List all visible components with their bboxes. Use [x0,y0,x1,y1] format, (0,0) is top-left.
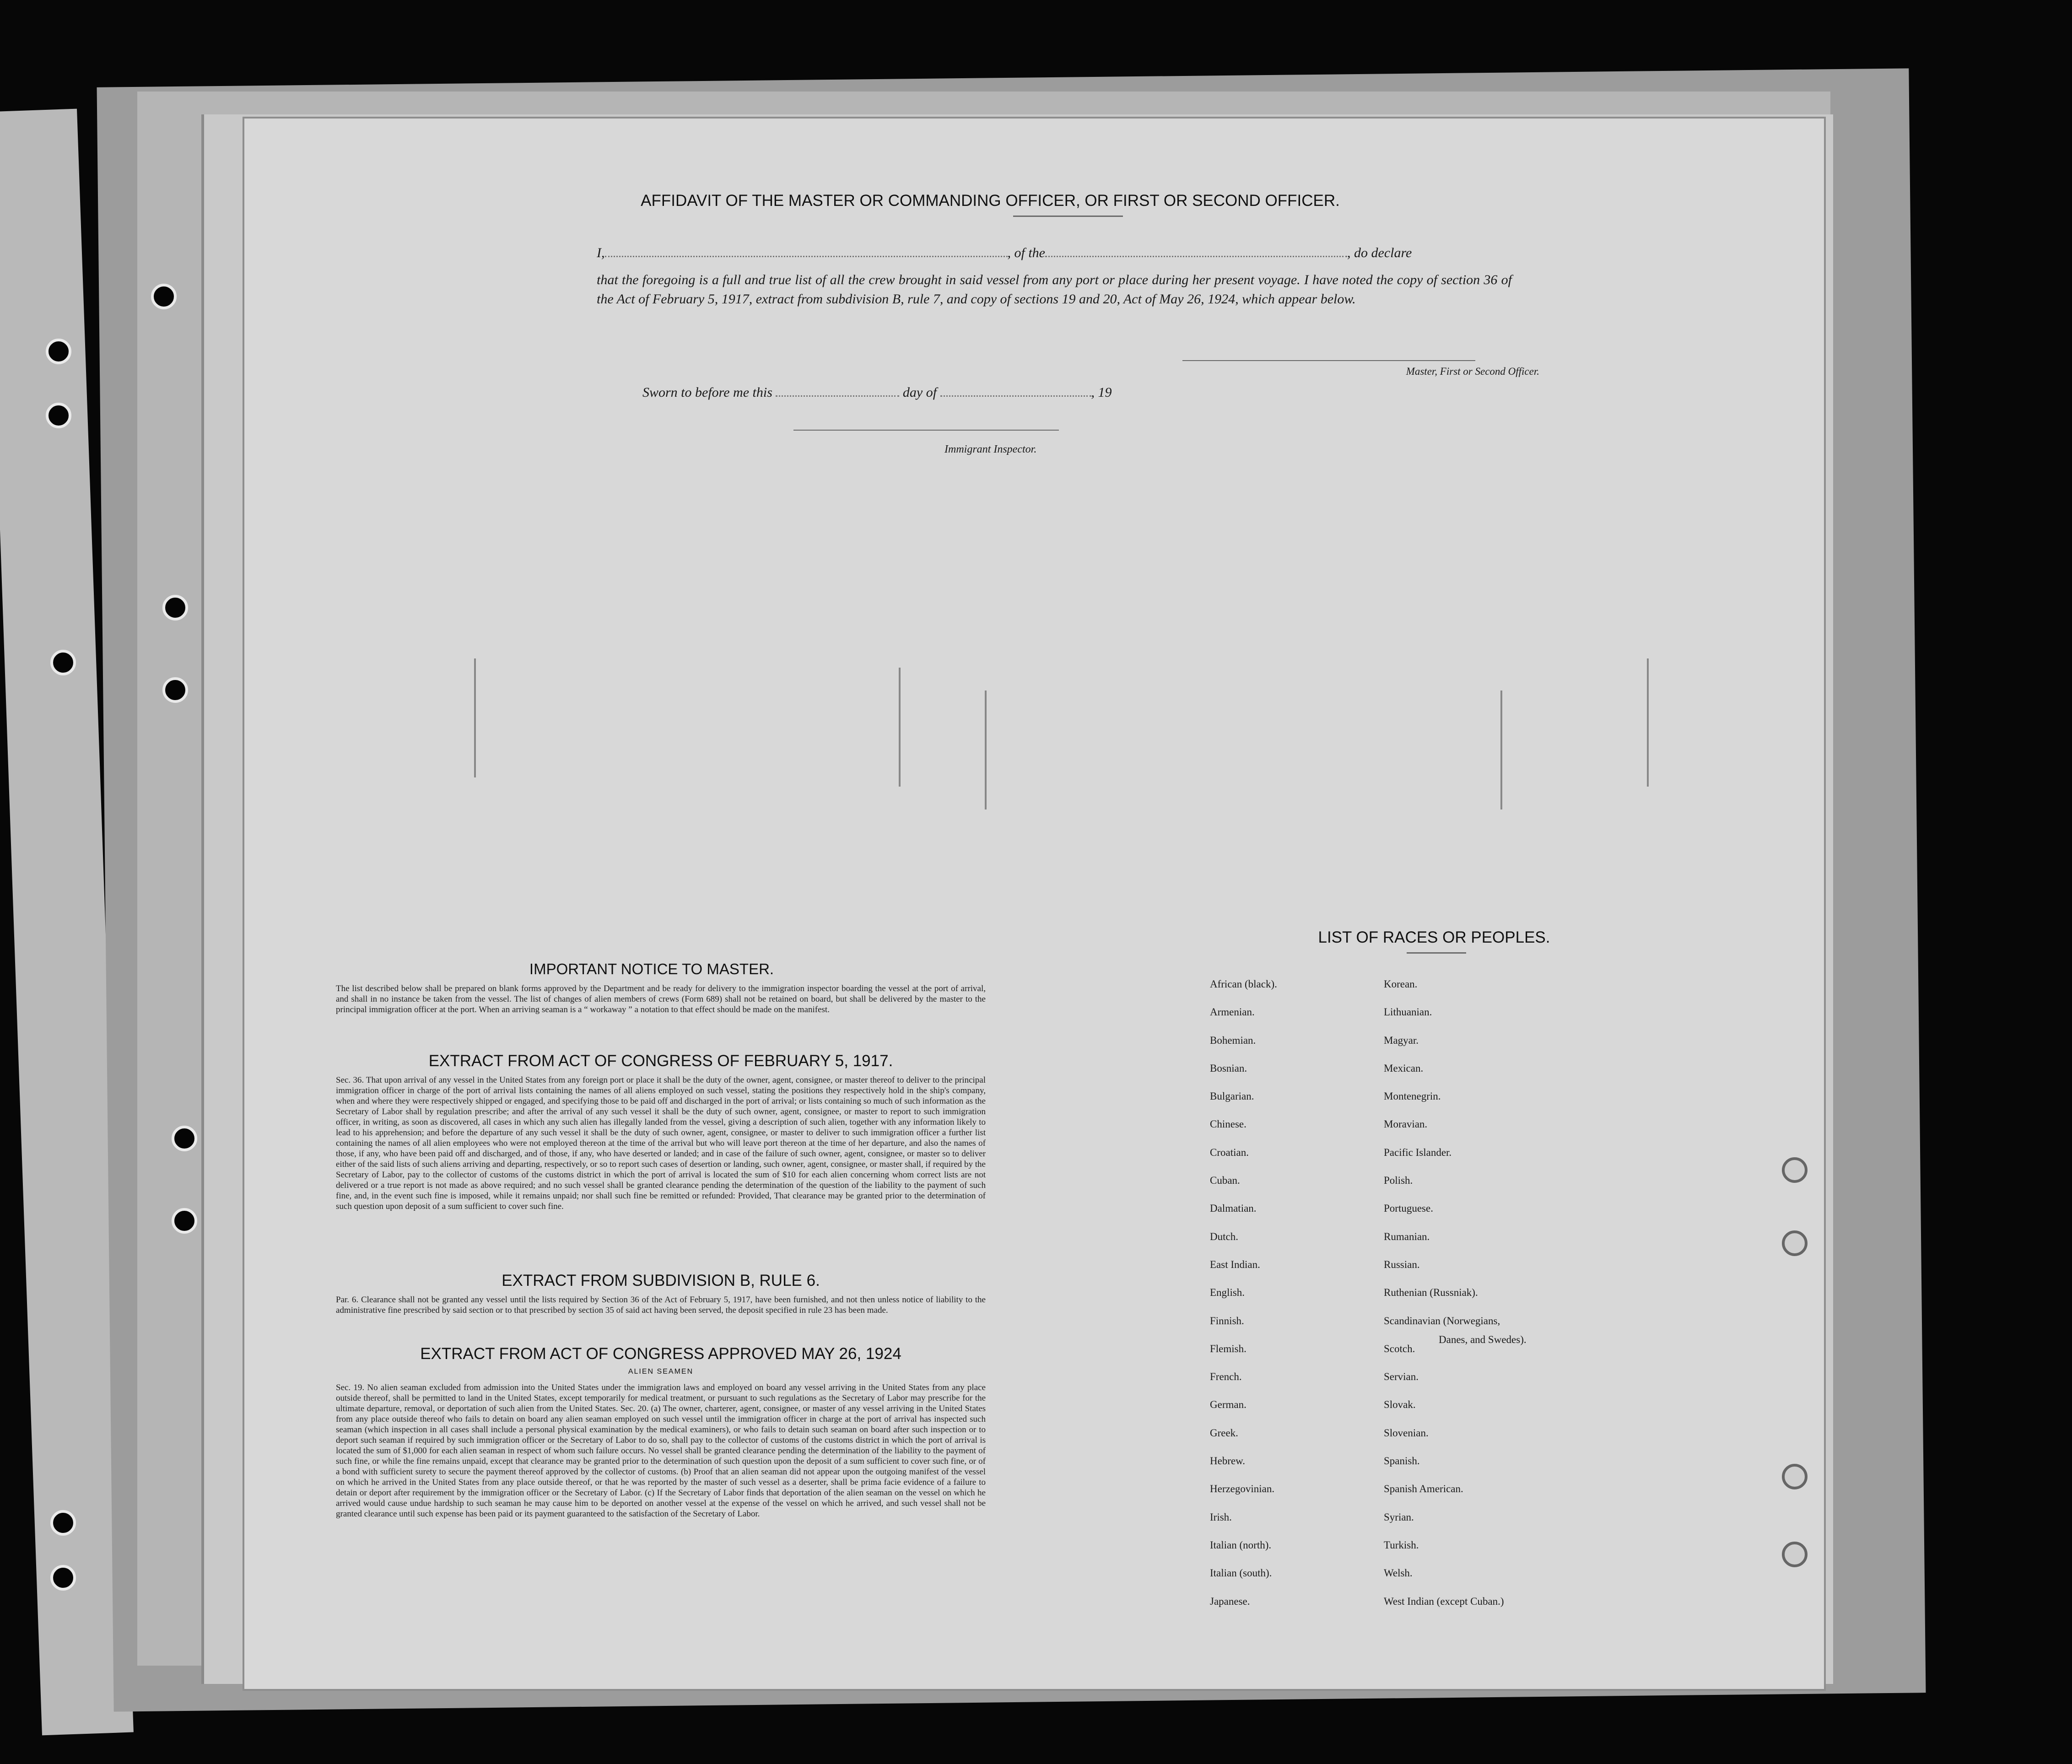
races-title: LIST OF RACES OR PEOPLES. [1318,928,1550,946]
extract-1917-body: Sec. 36. That upon arrival of any vessel in the United States from any foreign port or place it shall be the duty of the owner, agent, consignee, or master thereof to deliver to the principal immigration officer in charge of the port of arrival lists containing the names of all aliens employed on such vessel, stating the positions they respectively hold in the ship's company, when and where they were respectively shipped or engaged, and specifying those to be paid off and discharged in the port of arrival; or lists containing so much of such information as the Secretary of Labor shall by regulation prescribe; and after the arrival of any such vessel it shall be the duty of such owner, agent, consignee, or master to report to such immigration officer, in writing, as soon as discovered, all cases in which any such alien has illegally landed from the vessel, giving a description of such alien, together with any information likely to lead to his apprehension; and before the departure of any such vessel it shall be the duty of such owner, agent, consignee, or master to deliver to such immigration officer a further list containing the names of all alien employees who were not employed thereon at the time of the arrival but who will leave port thereon at the time of her departure, and also the names of those, if any, who have been paid off and discharged, and of those, if any, who have deserted or landed; and in case of the failure of such owner, agent, consignee, or master so to deliver either of the said lists of such aliens arriving and departing, respectively, or so to report such cases of desertion or landing, such owner, agent, consignee, or master shall, if required by the Secretary of Labor, pay to the collector of customs of the customs district in which the port of arrival is located the sum of $10 for each alien concerning whom correct lists are not delivered or a true report is not made as above required; and no such vessel shall be granted clearance pending the determination of the question of the liability to the payment of such fine, and, in the event such fine is imposed, while it remains unpaid; nor shall such fine be remitted or refunded: Provided, That clearance may be granted prior to the determination of such question upon deposit of a sum sufficient to cover such fine. [336,1075,986,1211]
officer-label: Master, First or Second Officer. [1406,366,1539,377]
binder-hole [50,650,76,675]
inspector-label: Immigrant Inspector. [944,443,1037,455]
race-item: Bohemian. [1210,1034,1256,1046]
race-item: Flemish. [1210,1343,1246,1354]
race-item: Cuban. [1210,1175,1240,1187]
day-of-label: day of [902,385,937,400]
race-item: Spanish. [1384,1455,1420,1467]
race-item: Magyar. [1384,1034,1419,1046]
race-item: Lithuanian. [1384,1006,1432,1018]
race-item: Scotch. [1384,1343,1415,1354]
manifest-page [243,117,1826,1691]
binder-hole [46,403,71,428]
title-divider [1407,952,1466,954]
declarant-name-field[interactable] [605,242,1008,257]
race-item: Turkish. [1384,1539,1419,1551]
binder-hole [1782,1464,1808,1489]
binder-hole [1782,1542,1808,1567]
race-item: West Indian (except Cuban.) [1384,1595,1504,1607]
sworn-line [642,382,1466,400]
sworn-day-field[interactable] [776,382,899,397]
binder-hole [172,1208,197,1234]
notice-body: The list described below shall be prepared on blank forms approved by the Department and be ready for delivery to the immigration inspector boarding the vessel at the port of arrival, and shall in no instance be taken from the vessel. The list of changes of alien members of crews (Form 689) shall not be retained on board, but shall be delivered by the master to the principal immigration officer at the port. When an arriving seaman is a “ workaway ” a notation to that effect should be made on the manifest. [336,984,986,1014]
binder-hole [50,1565,76,1591]
race-item: Pacific Islander. [1384,1146,1452,1158]
race-item: Bosnian. [1210,1062,1247,1074]
column-mark [899,668,901,787]
race-item: Ruthenian (Russniak). [1384,1287,1478,1299]
affidavit-title: AFFIDAVIT OF THE MASTER OR COMMANDING OFFICER, OR FIRST OR SECOND OFFICER. [641,192,1340,210]
column-mark [1500,690,1502,809]
race-item: Dalmatian. [1210,1203,1257,1214]
binder-hole [151,284,177,309]
race-item: Armenian. [1210,1006,1255,1018]
extract-1924-body: Sec. 19. No alien seaman excluded from admission into the United States under the immigration laws and employed on board any vessel arriving in the United States from any place outside thereof, shall be permitted to land in the United States, except temporarily for medical treatment, or pursuant to such regulations as the Secretary of Labor may prescribe for the ultimate departure, removal, or deportation of such alien from the United States. Sec. 20. (a) The owner, charterer, agent, consignee, or master of any vessel arriving in the United States from any place outside thereof who fails to detain on board any alien seaman employed on such vessel until the immigration officer in charge at the port of arrival has inspected such seaman (which inspection in all cases shall include a personal physical examination by the medical examiners), or who fails to detain such seaman on board after such inspection or to deport such seaman if required by such immigration officer or the Secretary of Labor to do so, shall pay to the collector of customs of the customs district in which the port of arrival is located the sum of $1,000 for each alien seaman in respect of whom such failure occurs. No vessel shall be granted clearance pending the determination of the liability to the payment of such fine, or while the fine remains unpaid, except that clearance may be granted prior to the determination of such question upon the deposit of a sum sufficient to cover such fine, or of a bond with sufficient surety to secure the payment thereof approved by the collector of customs. (b) Proof that an alien seaman did not appear upon the outgoing manifest of the vessel on which he arrived in the United States from any place outside thereof, or that he was reported by the master of such vessel as a deserter, shall be prima facie evidence of a failure to detain or deport after requirement by the immigration officer or the Secretary of Labor. (c) If the Secretary of Labor finds that deportation of the alien seaman on the vessel on which he arrived would cause undue hardship to such seaman he may cause him to be deported on another vessel at the expense of the vessel on which he arrived, and such vessel shall not be granted clearance until such expense has been paid or its payment guaranteed to the satisfaction of the Secretary of Labor. [336,1383,986,1519]
race-item: Chinese. [1210,1118,1246,1130]
race-item: Hebrew. [1210,1455,1246,1467]
races-left-column [1210,979,1375,1624]
declarant-label: I, [597,245,605,260]
races-right-column [1384,979,1667,1624]
race-item: Slovak. [1384,1399,1416,1411]
race-item: Montenegrin. [1384,1090,1441,1102]
binder-hole [162,595,188,620]
race-item: Croatian. [1210,1146,1249,1158]
binder-hole [172,1126,197,1151]
title-divider [1013,216,1123,217]
extract-rule6-body: Par. 6. Clearance shall not be granted any vessel until the lists required by Section 36 of the Act of February 5, 1917, have been furnished, and not then unless notice of liability to the administrative fine prescribed by said section or to that prescribed by section 35 of said act having been served, the deposit specified in rule 23 has been made. [336,1295,986,1315]
race-item: Polish. [1384,1175,1413,1187]
affidavit-body: that the foregoing is a full and true list of all the crew brought in said vessel from any port or place during her present voyage. I have noted the copy of section 36 of the Act of February 5, 1917, extract from subdivision B, rule 7, and copy of sections 19 and 20, Act of May 26, 1924, which appear below. [597,272,1512,307]
binder-hole [50,1510,76,1536]
column-mark [1647,658,1649,787]
officer-signature-line[interactable] [1182,360,1475,361]
race-item: Slovenian. [1384,1427,1429,1439]
race-item: Russian. [1384,1258,1420,1270]
notice-title: IMPORTANT NOTICE TO MASTER. [529,960,774,977]
race-item-continuation: Danes, and Swedes). [1439,1334,1527,1345]
sworn-label: Sworn to before me this [642,385,772,400]
race-item: Portuguese. [1384,1203,1433,1214]
race-item: Japanese. [1210,1595,1250,1607]
race-item: Greek. [1210,1427,1238,1439]
race-item: Herzegovinian. [1210,1483,1275,1495]
race-item: English. [1210,1287,1245,1299]
race-item: Irish. [1210,1511,1232,1523]
affidavit-declaration-line [597,242,1512,261]
race-item: Dutch. [1210,1230,1238,1242]
race-item: Welsh. [1384,1567,1413,1579]
binder-hole [162,677,188,703]
race-item: Italian (north). [1210,1539,1272,1551]
binder-hole [1782,1230,1808,1256]
binder-hole [1782,1157,1808,1183]
extract-1917-title: EXTRACT FROM ACT OF CONGRESS OF FEBRUARY 5, 1917. [428,1052,893,1070]
race-item: Scandinavian (Norwegians, [1384,1315,1500,1327]
binder-hole [46,339,71,364]
race-item: Spanish American. [1384,1483,1463,1495]
race-item: Moravian. [1384,1118,1428,1130]
race-item: Mexican. [1384,1062,1424,1074]
extract-rule6-title: EXTRACT FROM SUBDIVISION B, RULE 6. [502,1272,820,1289]
sworn-month-field[interactable] [940,382,1091,397]
race-item: French. [1210,1371,1242,1383]
extract-1924-subtitle: ALIEN SEAMEN [628,1368,694,1376]
race-item: Syrian. [1384,1511,1414,1523]
extract-1924-title: EXTRACT FROM ACT OF CONGRESS APPROVED MAY 26, 1924 [420,1345,901,1363]
year-label: , 19 [1091,385,1112,400]
column-mark [985,690,987,809]
race-item: Bulgarian. [1210,1090,1254,1102]
inspector-signature-line[interactable] [793,430,1059,431]
race-item: Finnish. [1210,1315,1244,1327]
of-the-label: , of the [1007,245,1045,260]
race-item: Italian (south). [1210,1567,1272,1579]
race-item: African (black). [1210,978,1277,990]
race-item: Rumanian. [1384,1230,1430,1242]
declare-label: , do declare [1347,245,1412,260]
column-mark [474,658,476,777]
race-item: Servian. [1384,1371,1419,1383]
race-item: Korean. [1384,978,1418,990]
race-item: German. [1210,1399,1246,1411]
vessel-name-field[interactable] [1045,242,1347,257]
race-item: East Indian. [1210,1258,1260,1270]
